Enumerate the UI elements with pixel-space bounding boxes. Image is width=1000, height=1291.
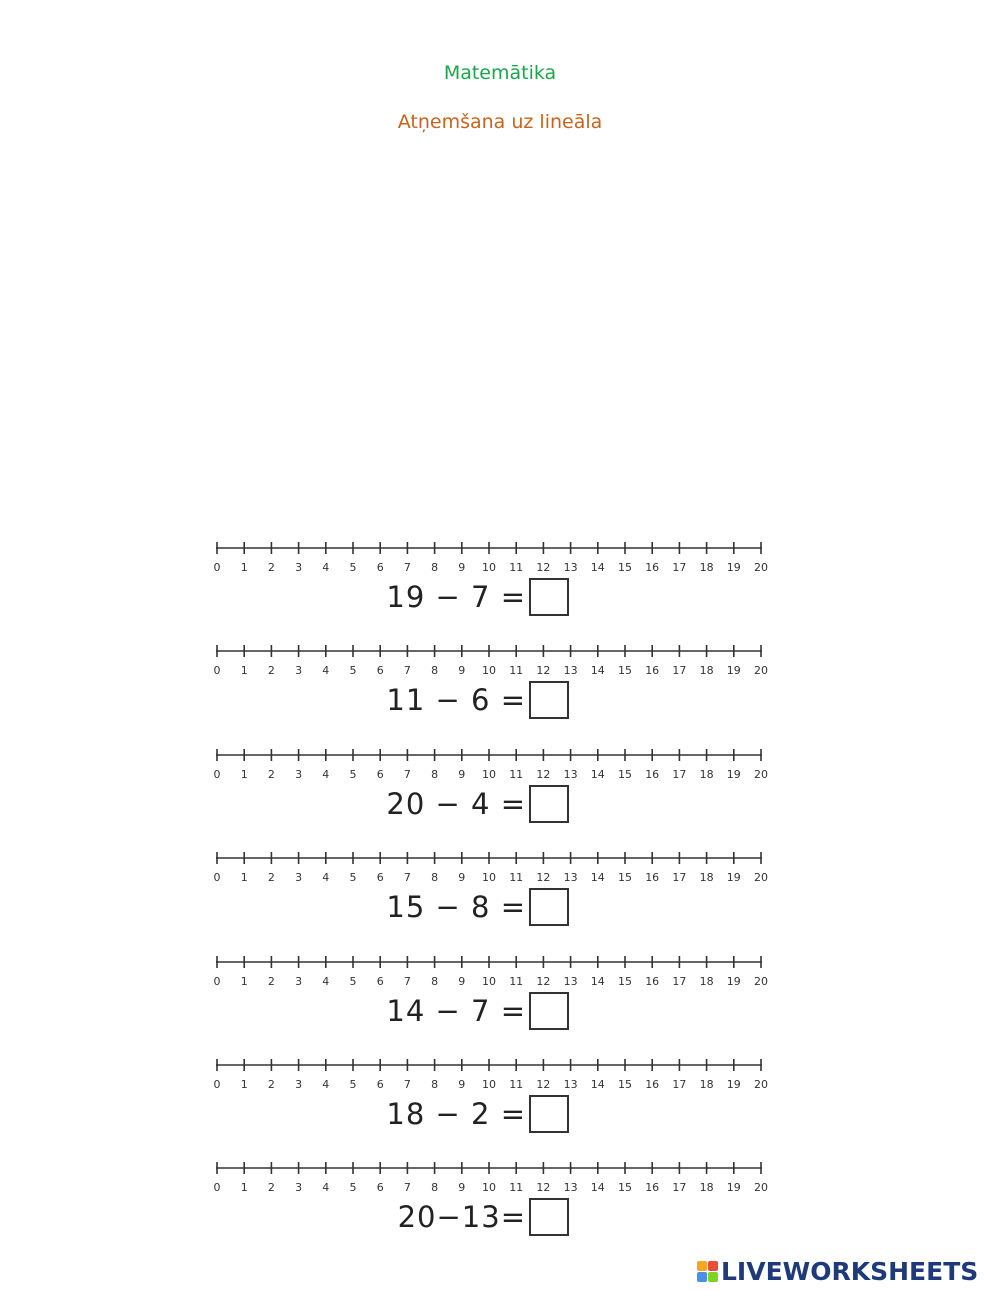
number-line-label: 12 (536, 664, 551, 677)
number-line-label: 2 (267, 975, 275, 988)
number-line-label: 1 (240, 664, 248, 677)
number-line-label: 6 (376, 871, 384, 884)
number-line-label: 11 (509, 664, 524, 677)
number-line-label: 3 (295, 975, 303, 988)
liveworksheets-logo (697, 1256, 978, 1286)
exercise-6 (208, 1055, 778, 1159)
number-line-label: 4 (322, 975, 330, 988)
number-line-label: 18 (699, 1181, 714, 1194)
number-line-label: 10 (482, 768, 496, 781)
number-line-label: 7 (403, 768, 411, 781)
number-line-label: 3 (295, 871, 303, 884)
number-line-label: 16 (645, 768, 660, 781)
number-line-label: 1 (240, 768, 248, 781)
number-line-label: 10 (482, 975, 496, 988)
number-line-label: 6 (376, 1078, 384, 1091)
number-line-label: 0 (213, 768, 221, 781)
number-line-label: 19 (726, 1078, 741, 1091)
number-line-label: 14 (590, 975, 605, 988)
number-line-label: 14 (590, 1078, 605, 1091)
number-line-label: 19 (726, 1181, 741, 1194)
number-line-label: 11 (509, 768, 524, 781)
number-line-label: 15 (618, 1078, 632, 1091)
number-line-label: 15 (618, 871, 632, 884)
number-line-label: 18 (699, 871, 714, 884)
number-line-label: 15 (618, 561, 632, 574)
number-line-label: 18 (699, 1078, 714, 1091)
number-line-label: 9 (458, 975, 466, 988)
brand-name: LIVEWORKSHEETS (721, 1256, 979, 1286)
number-line-label: 3 (295, 1078, 303, 1091)
number-line-label: 19 (726, 768, 741, 781)
exercise-7 (208, 1158, 778, 1262)
number-line-label: 17 (672, 1181, 687, 1194)
number-line-label: 19 (726, 975, 741, 988)
number-line-label: 8 (431, 1078, 439, 1091)
number-line-label: 5 (349, 1078, 357, 1091)
number-line-label: 17 (672, 664, 687, 677)
exercise-5 (208, 952, 778, 1056)
number-line-label: 0 (213, 975, 221, 988)
number-line-label: 13 (563, 768, 578, 781)
number-line-label: 3 (295, 664, 303, 677)
number-line-label: 15 (618, 975, 632, 988)
number-line-label: 16 (645, 871, 660, 884)
number-line-label: 19 (726, 871, 741, 884)
number-line (208, 538, 778, 578)
number-line-label: 8 (431, 768, 439, 781)
number-line-label: 6 (376, 975, 384, 988)
equation-text: 11 − 6 = (386, 683, 526, 717)
number-line-label: 4 (322, 871, 330, 884)
number-line-label: 6 (376, 768, 384, 781)
number-line-label: 8 (431, 1181, 439, 1194)
number-line-label: 13 (563, 871, 578, 884)
number-line-label: 3 (295, 1181, 303, 1194)
answer-input-box[interactable] (529, 1198, 569, 1236)
number-line (208, 1055, 778, 1095)
number-line (208, 952, 778, 992)
number-line-label: 11 (509, 975, 524, 988)
number-line-label: 12 (536, 871, 551, 884)
number-line-label: 2 (267, 1078, 275, 1091)
number-line-label: 2 (267, 768, 275, 781)
number-line-label: 14 (590, 768, 605, 781)
number-line-label: 5 (349, 664, 357, 677)
number-line-label: 10 (482, 1078, 496, 1091)
number-line-label: 9 (458, 561, 466, 574)
number-line-label: 13 (563, 561, 578, 574)
number-line-label: 7 (403, 1181, 411, 1194)
number-line (208, 745, 778, 785)
number-line-label: 6 (376, 561, 384, 574)
number-line-label: 15 (618, 664, 632, 677)
answer-input-box[interactable] (529, 681, 569, 719)
number-line-label: 15 (618, 768, 632, 781)
number-line-label: 1 (240, 975, 248, 988)
number-line-label: 7 (403, 664, 411, 677)
number-line-label: 17 (672, 1078, 687, 1091)
number-line-label: 2 (267, 664, 275, 677)
number-line-label: 13 (563, 1181, 578, 1194)
number-line-label: 0 (213, 1181, 221, 1194)
number-line-label: 14 (590, 1181, 605, 1194)
number-line-label: 12 (536, 1078, 551, 1091)
number-line-label: 19 (726, 561, 741, 574)
number-line-label: 17 (672, 871, 687, 884)
number-line-label: 1 (240, 1078, 248, 1091)
number-line (208, 641, 778, 681)
number-line-label: 7 (403, 1078, 411, 1091)
number-line-label: 2 (267, 1181, 275, 1194)
number-line-label: 8 (431, 664, 439, 677)
number-line-label: 4 (322, 768, 330, 781)
number-line-label: 4 (322, 1181, 330, 1194)
answer-input-box[interactable] (529, 785, 569, 823)
number-line-label: 16 (645, 1181, 660, 1194)
answer-input-box[interactable] (529, 578, 569, 616)
number-line-label: 14 (590, 871, 605, 884)
number-line (208, 848, 778, 888)
subject-title: Matemātika (443, 62, 557, 84)
logo-mark-icon (697, 1261, 718, 1282)
number-line-label: 18 (699, 768, 714, 781)
number-line-label: 5 (349, 768, 357, 781)
number-line-label: 10 (482, 561, 496, 574)
equation-text: 15 − 8 = (386, 890, 526, 924)
number-line-label: 1 (240, 871, 248, 884)
number-line-label: 8 (431, 561, 439, 574)
number-line-label: 9 (458, 768, 466, 781)
number-line-label: 20 (754, 975, 768, 988)
exercise-4 (208, 848, 778, 952)
topic-title: Atņemšana uz lineāla (397, 111, 603, 133)
number-line-label: 11 (509, 1181, 524, 1194)
number-line-label: 3 (295, 768, 303, 781)
number-line-label: 18 (699, 664, 714, 677)
number-line-label: 8 (431, 975, 439, 988)
number-line-label: 4 (322, 664, 330, 677)
number-line-label: 12 (536, 768, 551, 781)
number-line-label: 2 (267, 871, 275, 884)
number-line-label: 20 (754, 871, 768, 884)
number-line-label: 6 (376, 1181, 384, 1194)
number-line-label: 17 (672, 768, 687, 781)
number-line-label: 18 (699, 561, 714, 574)
answer-input-box[interactable] (529, 992, 569, 1030)
number-line-label: 20 (754, 768, 768, 781)
number-line (208, 1158, 778, 1198)
number-line-label: 16 (645, 664, 660, 677)
number-line-label: 0 (213, 664, 221, 677)
number-line-label: 0 (213, 871, 221, 884)
number-line-label: 10 (482, 871, 496, 884)
number-line-label: 3 (295, 561, 303, 574)
number-line-label: 20 (754, 664, 768, 677)
number-line-label: 7 (403, 975, 411, 988)
exercise-2 (208, 641, 778, 745)
number-line-label: 11 (509, 871, 524, 884)
equation-text: 19 − 7 = (386, 580, 526, 614)
number-line-label: 1 (240, 1181, 248, 1194)
equation-text: 18 − 2 = (386, 1097, 526, 1131)
number-line-label: 19 (726, 664, 741, 677)
number-line-label: 0 (213, 1078, 221, 1091)
answer-input-box[interactable] (529, 1095, 569, 1133)
number-line-label: 9 (458, 1181, 466, 1194)
number-line-label: 14 (590, 664, 605, 677)
exercise-3 (208, 745, 778, 849)
equation-text: 14 − 7 = (386, 994, 526, 1028)
number-line-label: 16 (645, 975, 660, 988)
number-line-label: 7 (403, 871, 411, 884)
number-line-label: 9 (458, 664, 466, 677)
number-line-label: 0 (213, 561, 221, 574)
number-line-label: 10 (482, 1181, 496, 1194)
number-line-label: 18 (699, 975, 714, 988)
number-line-label: 5 (349, 1181, 357, 1194)
number-line-label: 20 (754, 1181, 768, 1194)
number-line-label: 2 (267, 561, 275, 574)
number-line-label: 8 (431, 871, 439, 884)
number-line-label: 13 (563, 1078, 578, 1091)
number-line-label: 6 (376, 664, 384, 677)
number-line-label: 13 (563, 975, 578, 988)
number-line-label: 4 (322, 561, 330, 574)
number-line-label: 11 (509, 1078, 524, 1091)
equation-text: 20 − 4 = (386, 787, 526, 821)
number-line-label: 17 (672, 561, 687, 574)
number-line-label: 9 (458, 871, 466, 884)
number-line-label: 4 (322, 1078, 330, 1091)
number-line-label: 5 (349, 871, 357, 884)
number-line-label: 11 (509, 561, 524, 574)
number-line-label: 1 (240, 561, 248, 574)
number-line-label: 5 (349, 975, 357, 988)
number-line-label: 5 (349, 561, 357, 574)
number-line-label: 16 (645, 1078, 660, 1091)
number-line-label: 14 (590, 561, 605, 574)
number-line-label: 12 (536, 1181, 551, 1194)
equation-text: 20−13= (397, 1200, 526, 1234)
number-line-label: 10 (482, 664, 496, 677)
number-line-label: 16 (645, 561, 660, 574)
answer-input-box[interactable] (529, 888, 569, 926)
number-line-label: 12 (536, 975, 551, 988)
number-line-label: 15 (618, 1181, 632, 1194)
number-line-label: 20 (754, 561, 768, 574)
number-line-label: 7 (403, 561, 411, 574)
number-line-label: 13 (563, 664, 578, 677)
number-line-label: 17 (672, 975, 687, 988)
exercise-1 (208, 538, 778, 642)
number-line-label: 20 (754, 1078, 768, 1091)
number-line-label: 9 (458, 1078, 466, 1091)
number-line-label: 12 (536, 561, 551, 574)
